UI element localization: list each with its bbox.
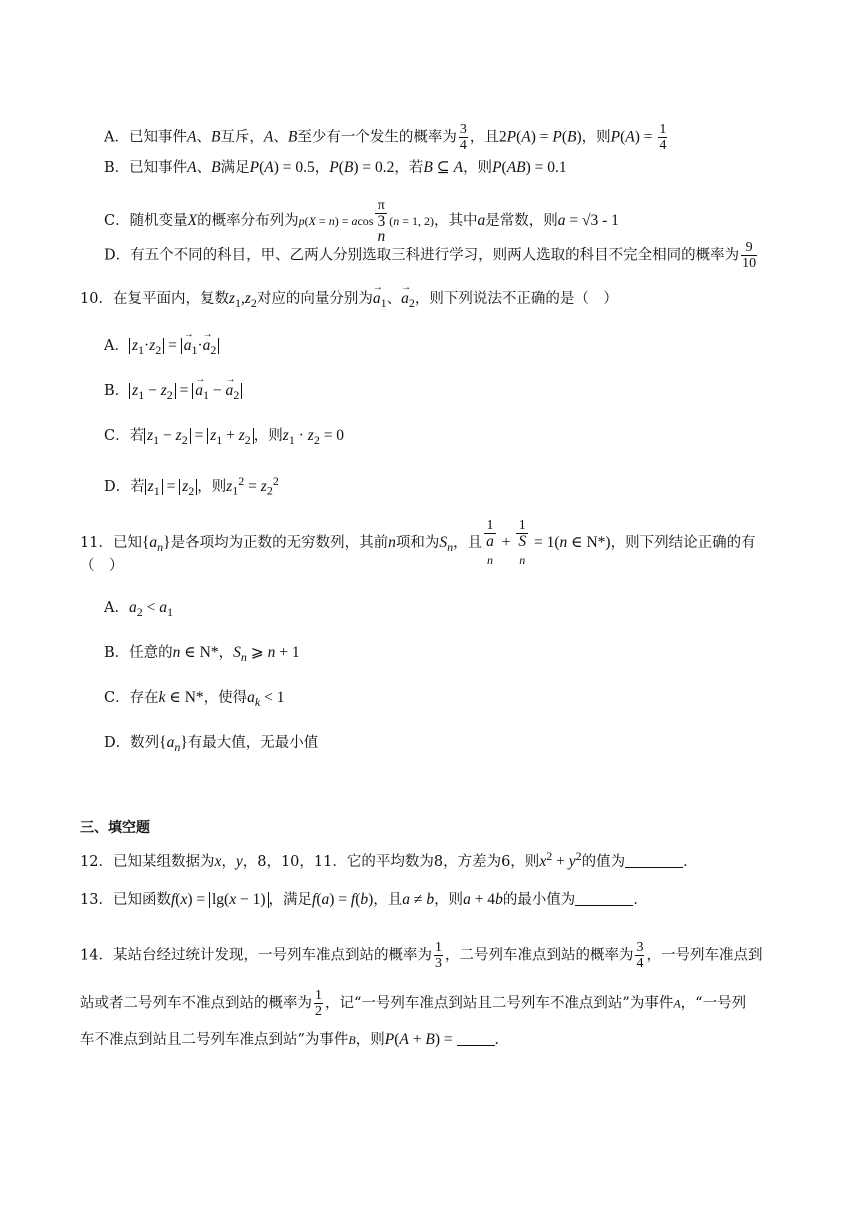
q11-option-b: B．任意的n ∈ N*，$S_n$ ⩾ n + 1 (104, 644, 300, 664)
q13: 13．已知函数f(x) = lg(x − 1) ，满足f(a) = f(b)，且a ≠ b，则a + 4b的最小值为 ． (80, 891, 648, 908)
q11-stem: 11．已知$\{a_n\}$是各项均为正数的无穷数列，其前n项和为$S_n$，且 1 a $_n$ + 1 S $_n$ = 1(n ∈ N*)，则下列结论正确的有 (80, 518, 756, 567)
q12: 12．已知某组数据为x，y，8，10，11．它的平均数为8，方差为6，则$x^2 + y^2$的值为 ． (80, 849, 698, 870)
q10-option-a: A． $z_1\cdot z_2$ = → $a_1\cdot\to a_2$ (104, 336, 219, 360)
q9-option-c: C．随机变量X的概率分布列为p(X = n) = acos π 3 n (n = 1, 2)，其中a是常数，则a = √3 - 1 (104, 198, 619, 245)
answer-blank (625, 853, 683, 868)
q10-option-c: C．若 $z_1 - z_2 = z_1 + z_2$ ，则$z_1 \cdot z_2 = 0$ (104, 427, 345, 447)
q11-paren: （ ） (80, 558, 124, 574)
q14-line-1: 14．某站台经过统计发现，一号列车准点到站的概率为 $\frac{1}{3}$ ，二号列车准点到站的概率为 $\frac{3}{4}$ ，一号列车准点到 (80, 940, 763, 971)
q14-line-3: 车不准点到站且二号列车准点到站”为事件B，则P(A + B) = ． (80, 1031, 509, 1048)
fraction-1-3: $\frac{1}{3}$ (434, 940, 442, 971)
q9-option-a: A．已知事件A、B互斥，A、B至少有一个发生的概率为 $\frac{3}{4}$ ，且2P(A) = P(B)，则P(A) = $\frac{1}{4}$ (104, 122, 667, 153)
fraction-9-10: $\frac{9}{10}$ (742, 240, 757, 271)
q9-option-d: D．有五个不同的科目，甲、乙两人分别选取三科进行学习，则两人选取的科目不完全相同的概率为 $\frac{9}{10}$ (104, 240, 757, 271)
fraction-1-4: $\frac{1}{4}$ (659, 122, 667, 153)
answer-blank (575, 891, 633, 906)
q10-stem: 10．在复平面内，复数$z_1,z_2$对应的向量分别为→ $a_1$、→ $a_2$，则下列说法不正确的是（ ） (80, 289, 618, 313)
q9-option-b: B．已知事件A、B满足P(A) = 0.5，P(B) = 0.2，若B ⊆ A，则P(AB) = 0.1 (104, 159, 567, 176)
q11-option-d: D．数列$\{a_n\}$有最大值，无最小值 (104, 734, 319, 754)
fraction-pi-3n: π 3 n (377, 198, 386, 245)
q10-option-b: B． $z_1 - z_2$ = → $a_1$ − → $a_2$ (104, 381, 242, 405)
fraction-3-4: $\frac{3}{4}$ (459, 122, 467, 153)
fraction-1-sn: 1 S $_n$ (518, 518, 527, 567)
fraction-1-an: 1 a $_n$ (486, 518, 494, 567)
q11-option-a: A．$a_2 < a_1$ (104, 599, 173, 619)
fraction-1-2: $\frac{1}{2}$ (315, 988, 322, 1019)
q11-option-c: C．存在k ∈ N*，使得$a_k < 1$ (104, 689, 285, 709)
fraction-3-4: $\frac{3}{4}$ (636, 940, 644, 971)
section-title: 三、填空题 (80, 820, 150, 836)
answer-blank (457, 1031, 495, 1046)
q14-line-2: 站或者二号列车不准点到站的概率为 $\frac{1}{2}$ ，记“一号列车准点到站且二号列车不准点到站”为事件A，“一号列 (80, 988, 747, 1019)
q10-option-d: D．若 $z_1 = z_2$ ，则$z_1^2 = z_2^2$ (104, 474, 279, 498)
